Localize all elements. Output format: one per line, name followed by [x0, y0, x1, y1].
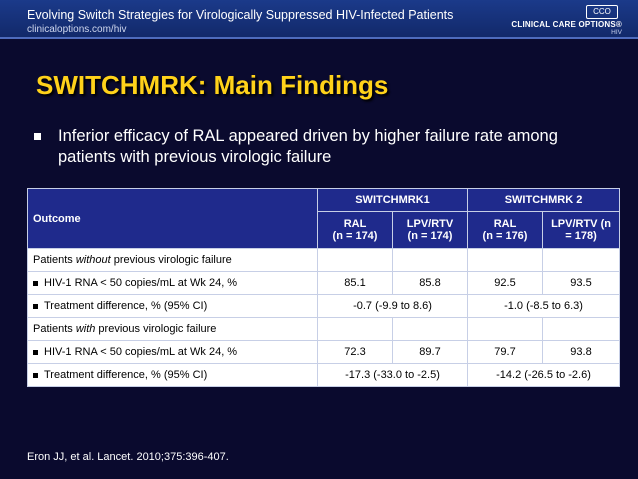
bullet-square-icon — [33, 281, 38, 286]
bullet-square-icon — [33, 350, 38, 355]
arm-header: LPV/RTV (n = 174) — [393, 212, 468, 249]
cell-value: -0.7 (-9.9 to 8.6) — [318, 295, 468, 318]
group-row-without — [28, 249, 620, 272]
group-row-with — [28, 318, 620, 341]
cell-value: 85.1 — [318, 272, 393, 295]
outcome-header: Outcome — [28, 189, 318, 249]
cell-value: 72.3 — [318, 341, 393, 364]
row-label: HIV-1 RNA < 50 copies/mL at Wk 24, % — [28, 341, 318, 364]
study2-header: SWITCHMRK 2 — [468, 189, 620, 212]
cell-value: 93.5 — [543, 272, 620, 295]
cell-value: 79.7 — [468, 341, 543, 364]
cell-value: -1.0 (-8.5 to 6.3) — [468, 295, 620, 318]
row-label: Treatment difference, % (95% CI) — [28, 364, 318, 387]
logo-sub: HIV — [611, 29, 622, 36]
row-label: HIV-1 RNA < 50 copies/mL at Wk 24, % — [28, 272, 318, 295]
logo-mark: CCO — [586, 5, 618, 19]
bullet-text: Inferior efficacy of RAL appeared driven by higher failure rate among patients with previous virologic failure — [58, 127, 558, 166]
bullet-square-icon — [34, 133, 41, 140]
cell-value: 93.8 — [543, 341, 620, 364]
cell-value: 85.8 — [393, 272, 468, 295]
cell-value: -17.3 (-33.0 to -2.5) — [318, 364, 468, 387]
arm-header: RAL (n = 176) — [468, 212, 543, 249]
table-row — [28, 272, 620, 295]
table-row — [28, 295, 620, 318]
header-bar — [0, 0, 638, 37]
arm-header: LPV/RTV (n = 178) — [543, 212, 620, 249]
cell-value: 89.7 — [393, 341, 468, 364]
bullet-square-icon — [33, 304, 38, 309]
arm-header: RAL (n = 174) — [318, 212, 393, 249]
bullet-square-icon — [33, 373, 38, 378]
header-url: clinicaloptions.com/hiv — [27, 24, 127, 35]
cell-value: -14.2 (-26.5 to -2.6) — [468, 364, 620, 387]
results-table — [27, 188, 620, 387]
cell-value: 92.5 — [468, 272, 543, 295]
header-title: Evolving Switch Strategies for Virologically Suppressed HIV-Infected Patients — [27, 8, 454, 22]
header-divider — [0, 37, 638, 39]
table-row — [28, 341, 620, 364]
study1-header: SWITCHMRK1 — [318, 189, 468, 212]
table-header-row — [28, 189, 620, 212]
table-row — [28, 364, 620, 387]
group-label: Patients without previous virologic failure — [28, 249, 318, 272]
slide-title: SWITCHMRK: Main Findings — [36, 70, 389, 100]
bullet-point — [34, 126, 614, 168]
group-label: Patients with previous virologic failure — [28, 318, 318, 341]
logo-name: CLINICAL CARE OPTIONS® — [511, 20, 622, 29]
cco-logo — [504, 4, 622, 34]
row-label: Treatment difference, % (95% CI) — [28, 295, 318, 318]
citation: Eron JJ, et al. Lancet. 2010;375:396-407. — [27, 451, 229, 463]
